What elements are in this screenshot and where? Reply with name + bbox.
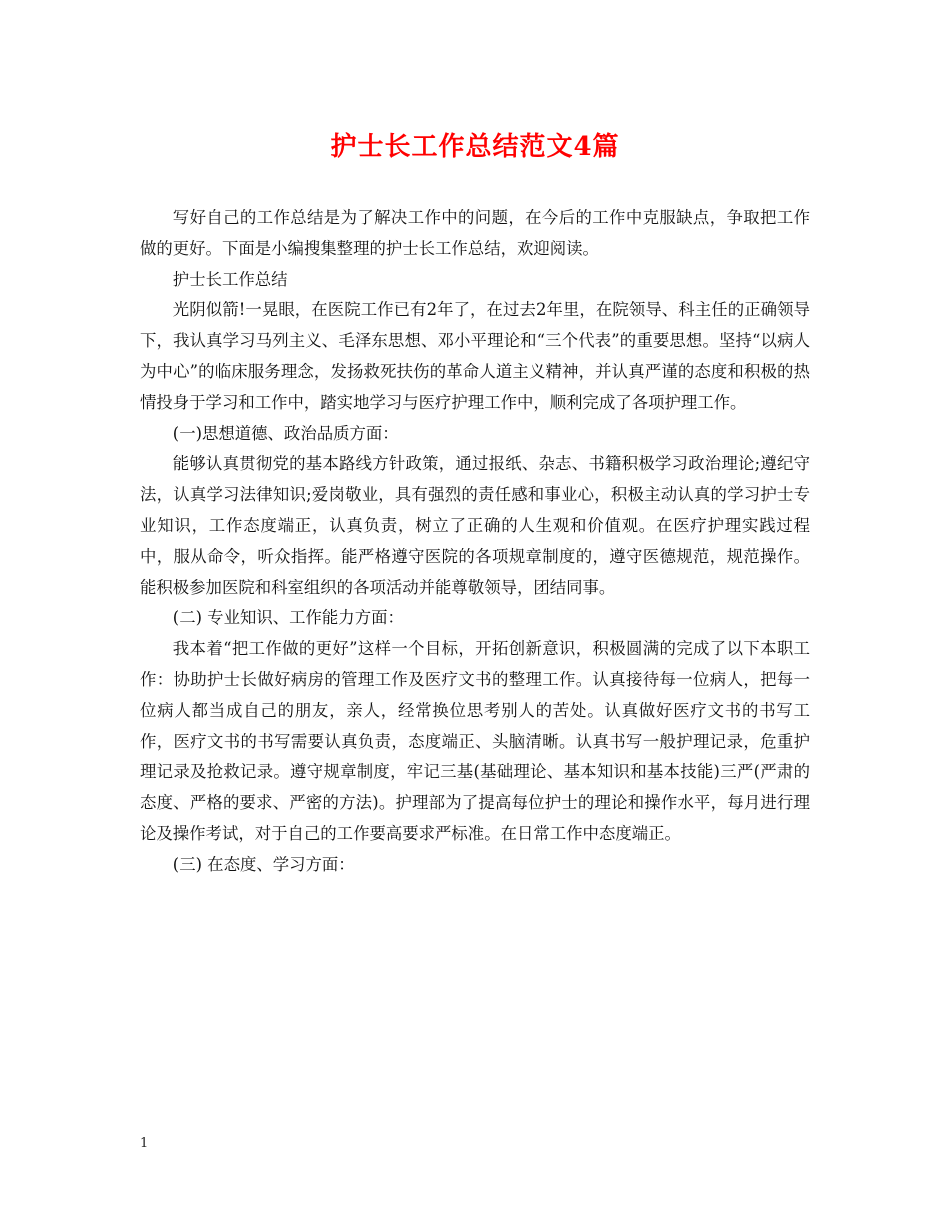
body-paragraph: 我本着“把工作做的更好”这样一个目标，开拓创新意识，积极圆满的完成了以下本职工作：协助护士长做好病房的管理工作及医疗文书的整理工作。认真接待每一位病人，把每一位病人都当成自己的朋友，亲人，经常换位思考别人的苦处。认真做好医疗文书的书写工作，医疗文书的书写需要认真负责，态度端正、头脑清晰。认真书写一般护理记录，危重护理记录及抢救记录。遵守规章制度，牢记三基(基础理论、基本知识和基本技能)三严(严肃的态度、严格的要求、严密的方法)。护理部为了提高每位护士的理论和操作水平，每月进行理论及操作考试，对于自己的工作要高要求严标准。在日常工作中态度端正。 xyxy=(140,639,810,843)
subsection-heading: (三) 在态度、学习方面： xyxy=(172,854,355,874)
page-number: 1 xyxy=(140,1136,149,1151)
body-paragraph: 光阴似箭!一晃眼，在医院工作已有2年了，在过去2年里，在院领导、科主任的正确领导下，我认真学习马列主义、毛泽东思想、邓小平理论和“三个代表”的重要思想。坚持“以病人为中心”的临床服务理念，发扬救死扶伤的革命人道主义精神，并认真严谨的态度和积极的热情投身于学习和工作中，踏实地学习与医疗护理工作中，顺利完成了各项护理工作。 xyxy=(140,300,810,412)
document-title: 护士长工作总结范文4篇 xyxy=(330,132,620,162)
subsection-heading: (二) 专业知识、工作能力方面： xyxy=(172,608,404,628)
document-body xyxy=(140,203,810,881)
body-paragraph: 能够认真贯彻党的基本路线方针政策，通过报纸、杂志、书籍积极学习政治理论;遵纪守法，认真学习法律知识;爱岗敬业，具有强烈的责任感和事业心，积极主动认真的学习护士专业知识，工作态度端正，认真负责，树立了正确的人生观和价值观。在医疗护理实践过程中，服从命令，听众指挥。能严格遵守医院的各项规章制度的，遵守医德规范，规范操作。能积极参加医院和科室组织的各项活动并能尊敬领导，团结同事。 xyxy=(140,454,810,597)
section-heading: 护士长工作总结 xyxy=(172,269,288,289)
subsection-heading: (一)思想道德、政治品质方面： xyxy=(172,423,399,443)
intro-paragraph: 写好自己的工作总结是为了解决工作中的问题，在今后的工作中克服缺点，争取把工作做的更好。下面是小编搜集整理的护士长工作总结，欢迎阅读。 xyxy=(140,208,810,258)
